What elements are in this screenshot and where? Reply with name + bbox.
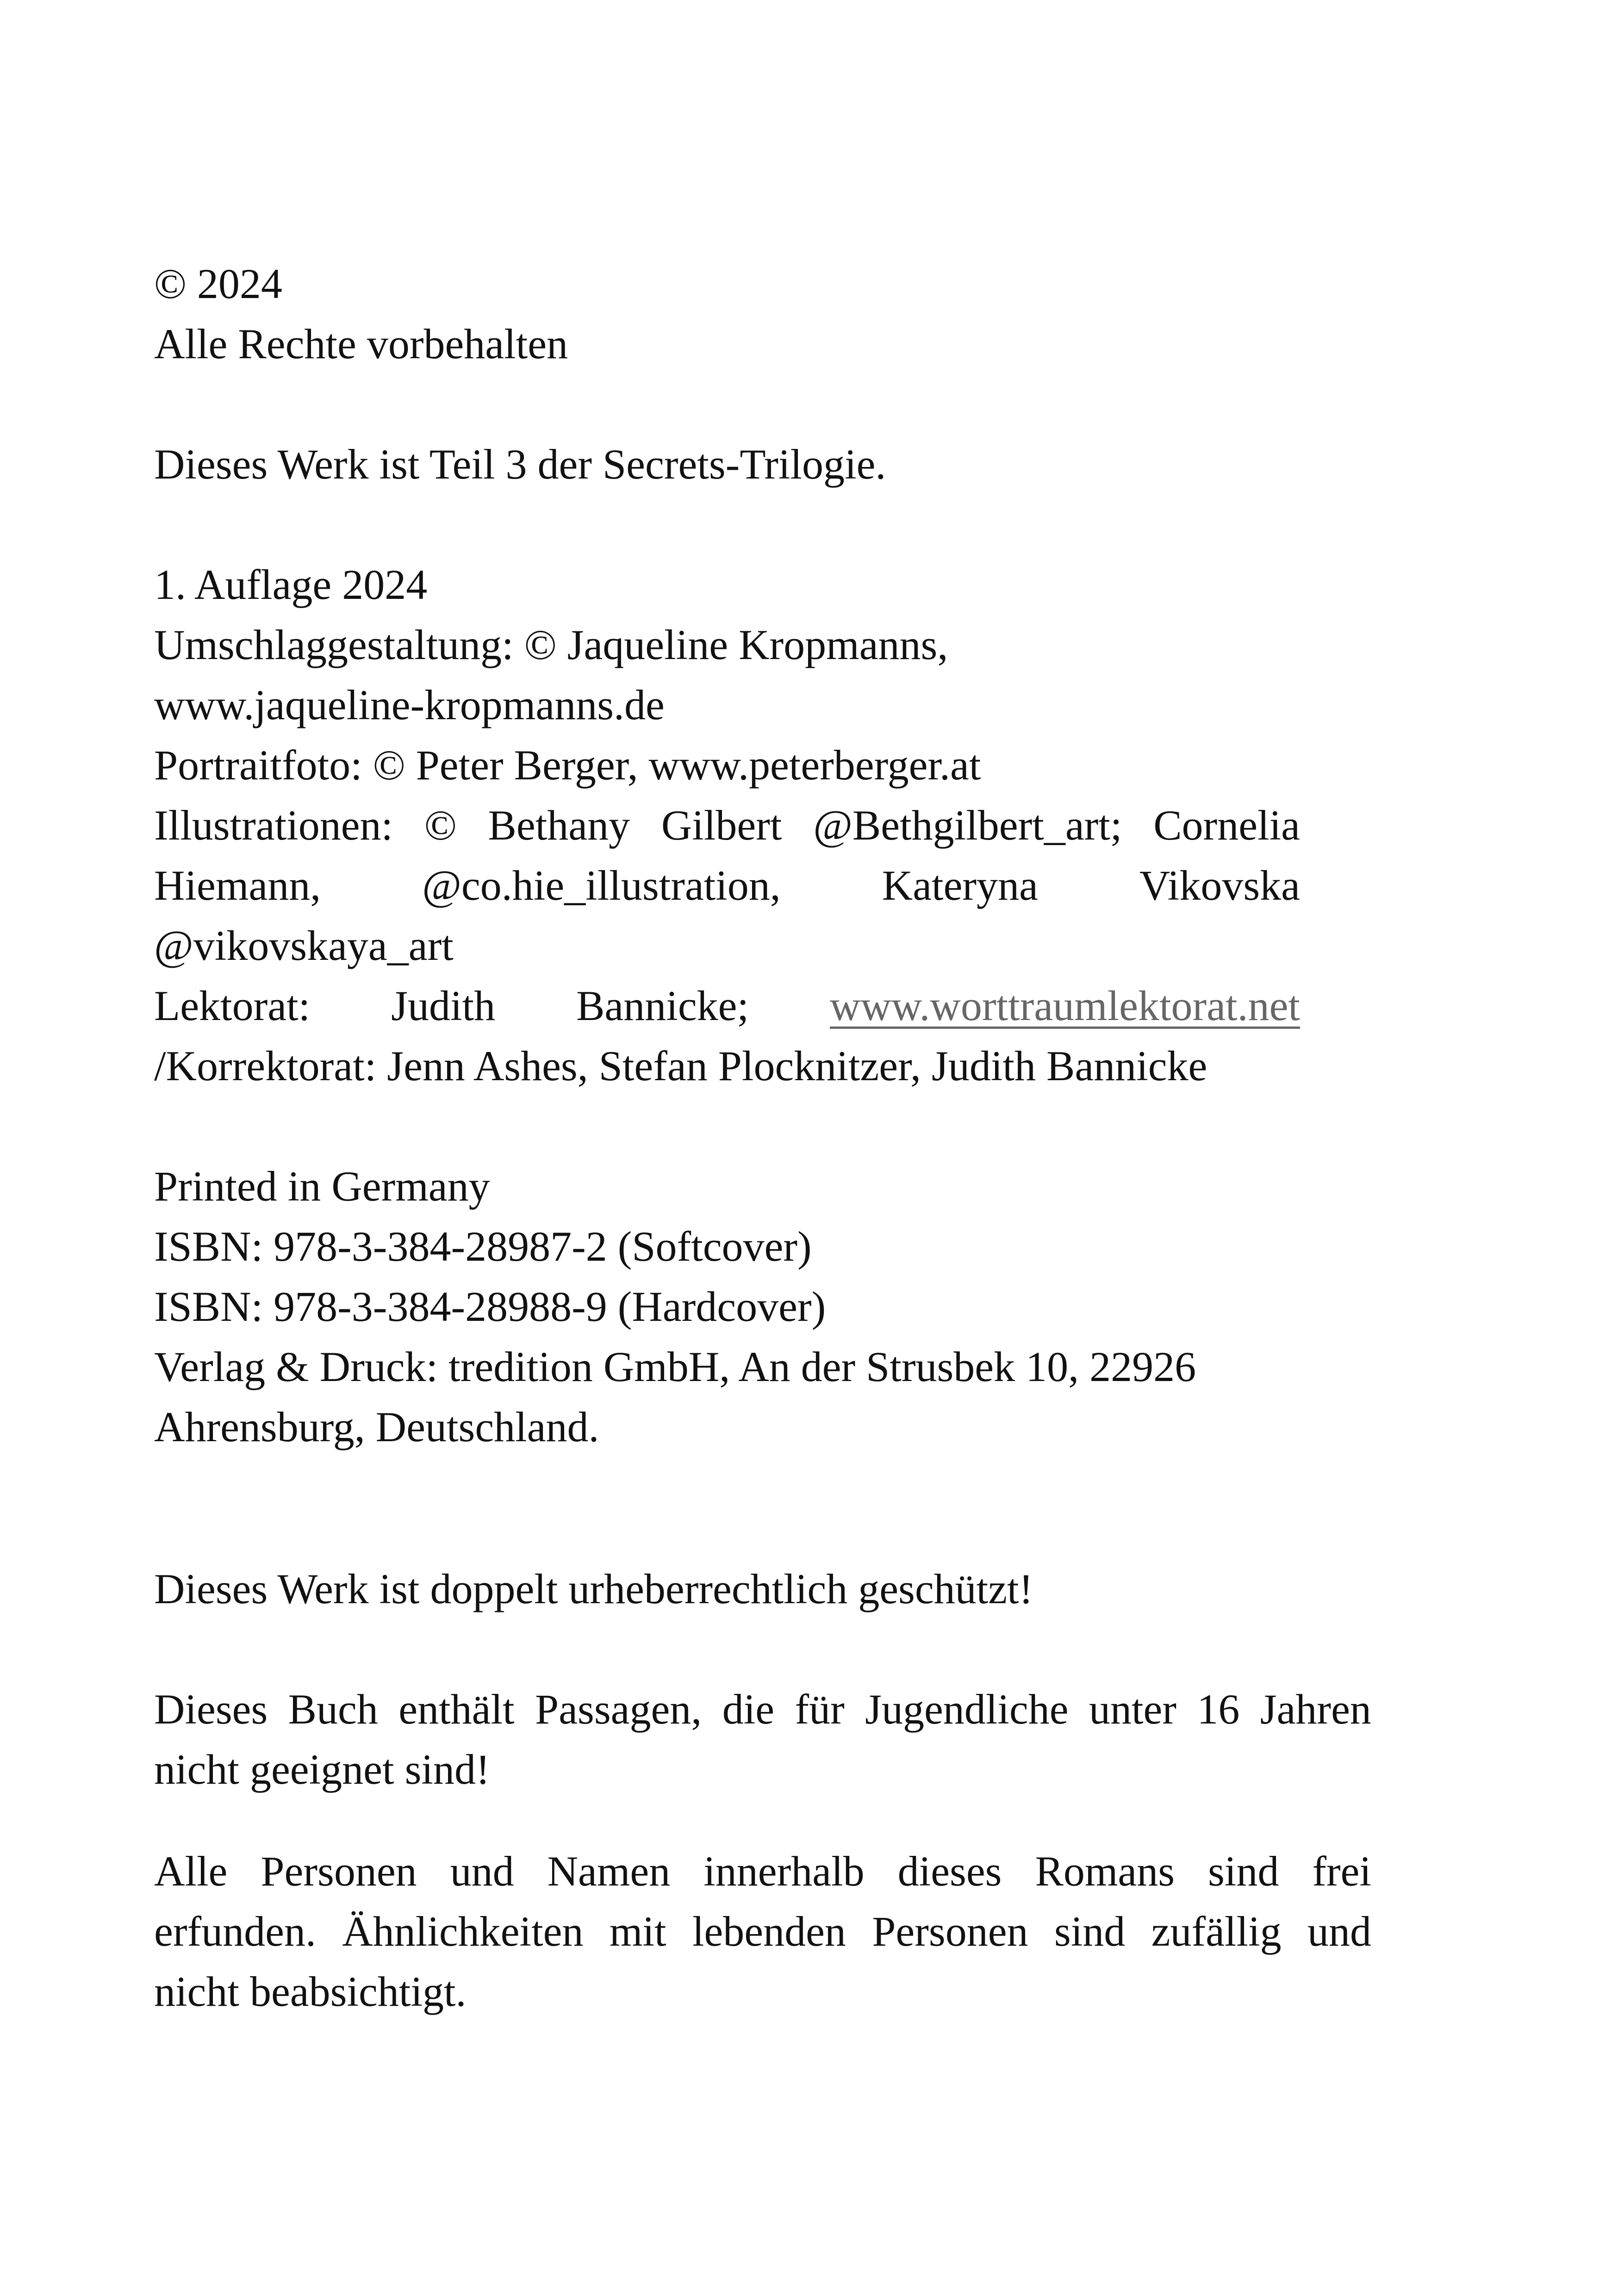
illustrations-word: Kateryna bbox=[882, 862, 1038, 909]
age-warning-word: Buch bbox=[288, 1686, 378, 1733]
printed-in-line: Printed in Germany bbox=[154, 1163, 490, 1210]
age-warning-word: Jugendliche bbox=[865, 1686, 1069, 1733]
illustrations-line-3: @vikovskaya_art bbox=[154, 922, 454, 969]
age-warning-word: für bbox=[795, 1686, 845, 1733]
credits-block bbox=[154, 554, 981, 795]
illustrations-word: © bbox=[424, 802, 457, 849]
fiction-word: innerhalb bbox=[703, 1848, 865, 1895]
fiction-word: sind bbox=[1207, 1848, 1279, 1895]
illustrations-line-1 bbox=[154, 795, 1300, 855]
age-warning-word: 16 bbox=[1197, 1686, 1240, 1733]
lektorat-line bbox=[154, 976, 1300, 1036]
age-warning-line-2: nicht geeignet sind! bbox=[154, 1746, 490, 1793]
fiction-word: Personen bbox=[872, 1908, 1028, 1955]
age-warning-word: die bbox=[722, 1686, 775, 1733]
illustrations-line-2 bbox=[154, 855, 1300, 915]
age-warning-line-1 bbox=[154, 1679, 1371, 1739]
illustrations-word: @Bethgilbert_art; bbox=[813, 802, 1122, 849]
lektorat-word: Judith bbox=[391, 982, 496, 1029]
illustrations-word: Vikovska bbox=[1139, 862, 1300, 909]
fiction-word: dieses bbox=[897, 1848, 1002, 1895]
fiction-line-2 bbox=[154, 1901, 1371, 1961]
illustrations-word: Bethany bbox=[488, 802, 630, 849]
age-warning-word: unter bbox=[1089, 1686, 1177, 1733]
fiction-word: und bbox=[450, 1848, 514, 1895]
fiction-word: lebenden bbox=[692, 1908, 846, 1955]
lektorat-word: Bannicke; bbox=[576, 982, 749, 1029]
isbn-hardcover-line: ISBN: 978-3-384-28988-9 (Hardcover) bbox=[154, 1283, 826, 1330]
age-warning-block bbox=[154, 1679, 1371, 1799]
publication-block bbox=[154, 1156, 1196, 1457]
rights-reserved: Alle Rechte vorbehalten bbox=[154, 320, 568, 367]
korrektorat-line: /Korrektorat: Jenn Ashes, Stefan Plocknitzer, Judith Bannicke bbox=[154, 1042, 1207, 1089]
illustrations-word: @co.hie_illustration, bbox=[422, 862, 781, 909]
cover-design-line: Umschlaggestaltung: © Jaqueline Kropmanns, bbox=[154, 621, 948, 668]
publisher-line-2: Ahrensburg, Deutschland. bbox=[154, 1403, 599, 1450]
age-warning-word: Passagen, bbox=[535, 1686, 702, 1733]
illustrations-word: Illustrationen: bbox=[154, 802, 393, 849]
illustrations-word: Gilbert bbox=[661, 802, 782, 849]
portrait-photo-line: Portraitfoto: © Peter Berger, www.peterberger.at bbox=[154, 741, 981, 789]
illustrations-word: Cornelia bbox=[1153, 802, 1300, 849]
lektorat-label: Lektorat: bbox=[154, 982, 311, 1029]
copyright-block bbox=[154, 254, 568, 374]
fiction-word: sind bbox=[1054, 1908, 1126, 1955]
copyright-protection-block bbox=[154, 1559, 1033, 1619]
age-warning-word: enthält bbox=[398, 1686, 515, 1733]
fiction-word: und bbox=[1307, 1908, 1371, 1955]
lektorat-link[interactable]: www.worttraumlektorat.net bbox=[830, 982, 1300, 1029]
publisher-line-1: Verlag & Druck: tredition GmbH, An der Strusbek 10, 22926 bbox=[154, 1343, 1196, 1390]
fiction-word: erfunden. bbox=[154, 1908, 316, 1955]
fiction-word: Namen bbox=[547, 1848, 671, 1895]
copyright-protection-notice: Dieses Werk ist doppelt urheberrechtlich geschützt! bbox=[154, 1565, 1033, 1612]
series-note-block bbox=[154, 434, 886, 494]
age-warning-word: Dieses bbox=[154, 1686, 268, 1733]
fiction-word: Personen bbox=[261, 1848, 417, 1895]
fiction-word: mit bbox=[609, 1908, 666, 1955]
fiction-disclaimer-block bbox=[154, 1841, 1371, 2022]
fiction-word: Romans bbox=[1035, 1848, 1175, 1895]
fiction-word: zufällig bbox=[1151, 1908, 1282, 1955]
fiction-word: Ähnlichkeiten bbox=[342, 1908, 584, 1955]
isbn-softcover-line: ISBN: 978-3-384-28987-2 (Softcover) bbox=[154, 1223, 812, 1270]
edition-line: 1. Auflage 2024 bbox=[154, 561, 428, 608]
fiction-word: frei bbox=[1312, 1848, 1371, 1895]
illustrations-block bbox=[154, 795, 1300, 1096]
cover-design-url: www.jaqueline-kropmanns.de bbox=[154, 681, 665, 728]
fiction-line-1 bbox=[154, 1841, 1371, 1901]
fiction-line-3: nicht beabsichtigt. bbox=[154, 1968, 467, 2015]
fiction-word: Alle bbox=[154, 1848, 228, 1895]
age-warning-word: Jahren bbox=[1260, 1686, 1371, 1733]
series-note: Dieses Werk ist Teil 3 der Secrets-Trilogie. bbox=[154, 441, 886, 488]
illustrations-word: Hiemann, bbox=[154, 862, 321, 909]
copyright-year: © 2024 bbox=[154, 260, 282, 307]
